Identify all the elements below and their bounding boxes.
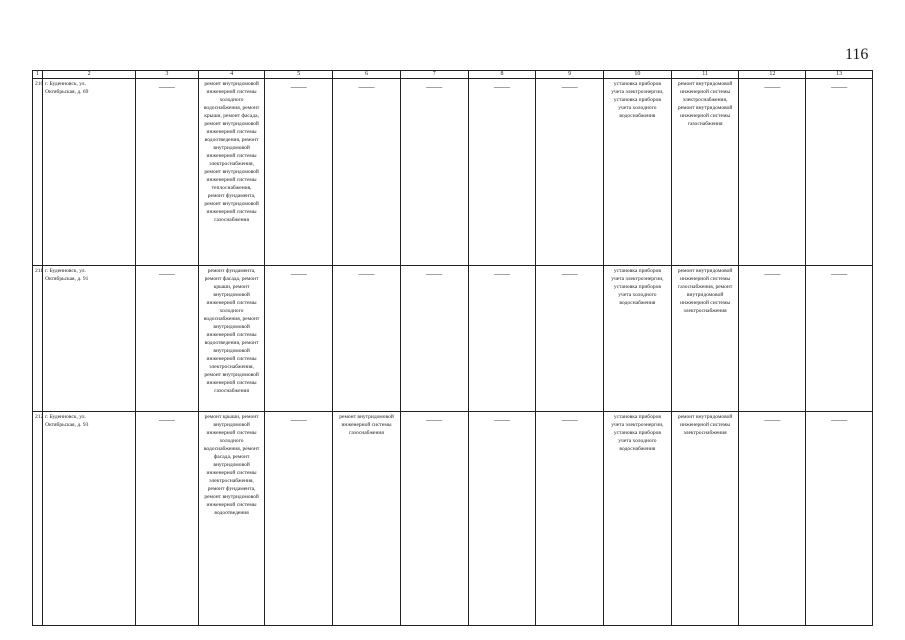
- header-cell: 4: [198, 71, 265, 79]
- meter-install-cell: установка приборов учета электроэнергии, установка приборов учета холодного водоснабжения: [604, 266, 672, 412]
- dash-cell: ——: [426, 415, 443, 424]
- header-cell: 5: [265, 71, 333, 79]
- header-cell: 2: [43, 71, 136, 79]
- dash-cell: ——: [358, 269, 375, 278]
- header-cell: 9: [536, 71, 604, 79]
- dash-cell: ——: [358, 82, 375, 91]
- dash-cell: ——: [831, 269, 848, 278]
- dash-cell: ——: [493, 269, 510, 278]
- dash-cell: ——: [158, 415, 175, 424]
- header-cell: 10: [604, 71, 672, 79]
- dash-cell: ——: [290, 269, 307, 278]
- address-cell: г. Буденновск, ул. Октябрьская, д. 69: [43, 79, 136, 266]
- header-cell: 12: [739, 71, 806, 79]
- dash-cell: ——: [561, 269, 578, 278]
- table-header-row: [33, 71, 873, 79]
- header-cell: 13: [806, 71, 873, 79]
- table-row: [33, 412, 873, 626]
- dash-cell: ——: [426, 269, 443, 278]
- page-number: 116: [845, 46, 869, 63]
- dash-cell: ——: [158, 82, 175, 91]
- header-cell: 1: [33, 71, 43, 79]
- repair-cell: ремонт внутридомовой инженерной системы газоснабжения: [333, 412, 401, 626]
- work-list-cell: ремонт крыши, ремонт внутридомовой инженерной системы холодного водоснабжения, ремонт фасада, ремонт внутридомовой инженерной системы электроснабжения, ремонт фундамента, ремонт внутридомовой инженерной системы водоотведения: [198, 412, 265, 626]
- dash-cell: ——: [158, 269, 175, 278]
- header-cell: 8: [468, 71, 536, 79]
- dash-cell: ——: [493, 415, 510, 424]
- repair-cell: ремонт внутридомовой инженерной системы электроснабжения, ремонт внутридомовой инженерной системы газоснабжения: [671, 79, 739, 266]
- dash-cell: ——: [764, 415, 781, 424]
- dash-cell: ——: [831, 82, 848, 91]
- dash-cell: ——: [561, 82, 578, 91]
- dash-cell: ——: [764, 82, 781, 91]
- work-list-cell: ремонт внутридомовой инженерной системы холодного водоснабжения, ремонт крыши, ремонт фасада, ремонт внутридомовой инженерной системы водоотведения, ремонт внутридомовой инженерной системы электроснабжения, ремонт внутридомовой инженерной системы теплоснабжения, ремонт фундамента, ремонт внутридомовой инженерной системы газоснабжения: [198, 79, 265, 266]
- dash-cell: ——: [561, 415, 578, 424]
- address-cell: г. Буденновск, ул. Октябрьская, д. 93: [43, 412, 136, 626]
- row-number: 212: [33, 412, 43, 626]
- repair-cell: ремонт внутридомовой инженерной системы электроснабжения: [671, 412, 739, 626]
- repair-cell: ремонт внутридомовой инженерной системы газоснабжения, ремонт внутридомовой инженерной системы электроснабжения: [671, 266, 739, 412]
- header-cell: 11: [671, 71, 739, 79]
- row-number: 211: [33, 266, 43, 412]
- dash-cell: ——: [764, 269, 781, 278]
- dash-cell: ——: [290, 82, 307, 91]
- repair-program-table: [32, 70, 873, 626]
- table-row: [33, 266, 873, 412]
- meter-install-cell: установка приборов учета электроэнергии, установка приборов учета холодного водоснабжения: [604, 79, 672, 266]
- table-row: [33, 79, 873, 266]
- header-cell: 3: [136, 71, 199, 79]
- work-list-cell: ремонт фундамента, ремонт фасада, ремонт крыши, ремонт внутридомовой инженерной системы холодного водоснабжения, ремонт внутридомовой инженерной системы водоотведения, ремонт внутридомовой инженерной системы электроснабжения, ремонт внутридомовой инженерной системы газоснабжения: [198, 266, 265, 412]
- dash-cell: ——: [493, 82, 510, 91]
- header-cell: 6: [333, 71, 401, 79]
- dash-cell: ——: [290, 415, 307, 424]
- meter-install-cell: установка приборов учета электроэнергии, установка приборов учета холодного водоснабжения: [604, 412, 672, 626]
- dash-cell: ——: [831, 415, 848, 424]
- header-cell: 7: [400, 71, 468, 79]
- row-number: 210: [33, 79, 43, 266]
- address-cell: г. Буденновск, ул. Октябрьская, д. 91: [43, 266, 136, 412]
- dash-cell: ——: [426, 82, 443, 91]
